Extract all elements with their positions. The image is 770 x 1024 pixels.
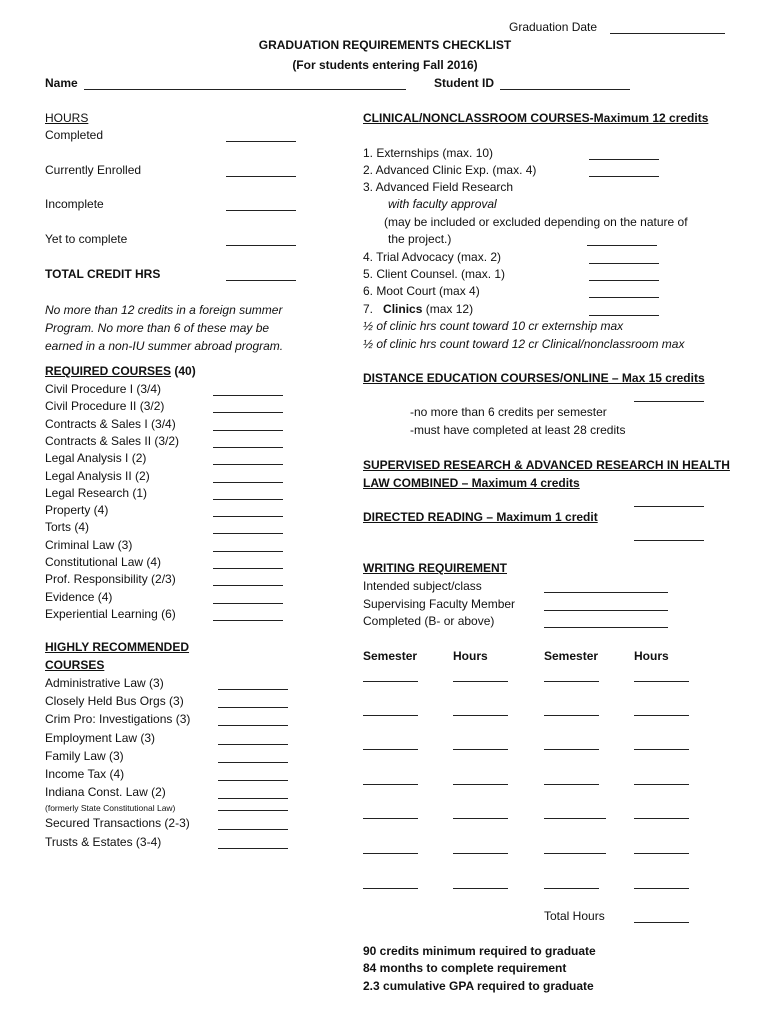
hours-field[interactable] xyxy=(634,749,689,750)
total-credit-label: TOTAL CREDIT HRS xyxy=(45,267,161,281)
hours-field[interactable] xyxy=(634,715,689,716)
total-hours-label: Total Hours xyxy=(544,909,605,923)
hours-enrolled-field[interactable] xyxy=(226,176,296,177)
clinical-item-6: 6. Moot Court (max 4) xyxy=(363,284,480,298)
required-course-field[interactable] xyxy=(213,620,283,621)
hours-field[interactable] xyxy=(453,681,508,682)
name-label: Name xyxy=(45,76,78,90)
recommended-course-field[interactable] xyxy=(218,848,288,849)
semester-field[interactable] xyxy=(363,715,418,716)
semester-col-3: Semester xyxy=(544,649,599,663)
recommended-course-field[interactable] xyxy=(218,707,288,708)
required-course-field[interactable] xyxy=(213,482,283,483)
semester-field[interactable] xyxy=(544,888,599,889)
student-id-field[interactable] xyxy=(500,89,630,90)
required-course: Legal Analysis I (2) xyxy=(45,451,147,466)
required-course-field[interactable] xyxy=(213,412,283,413)
requirement-credits: 90 credits minimum required to graduate xyxy=(363,944,596,958)
clinical-item-2: 2. Advanced Clinic Exp. (max. 4) xyxy=(363,163,537,177)
required-course-field[interactable] xyxy=(213,447,283,448)
required-course-field[interactable] xyxy=(213,464,283,465)
required-courses-count: (40) xyxy=(174,364,196,378)
hours-yet-field[interactable] xyxy=(226,245,296,246)
foreign-summer-note: No more than 12 credits in a foreign summer Program. No more than 6 of these may be earned in a non-IU summer abroad program. xyxy=(45,303,284,353)
writing-row-faculty: Supervising Faculty Member xyxy=(363,597,516,611)
clinical-note-1: ½ of clinic hrs count toward 10 cr externship max xyxy=(363,319,624,333)
hours-field[interactable] xyxy=(634,853,689,854)
required-course: Criminal Law (3) xyxy=(45,537,133,552)
total-hours-field[interactable] xyxy=(634,922,689,923)
required-course: Prof. Responsibility (2/3) xyxy=(45,572,176,587)
clinical-field-3[interactable] xyxy=(587,245,657,246)
semester-field[interactable] xyxy=(544,853,606,854)
required-course-field[interactable] xyxy=(213,568,283,569)
hours-field[interactable] xyxy=(453,715,508,716)
clinical-item-7-rest: (max 12) xyxy=(425,302,474,316)
recommended-course-field[interactable] xyxy=(218,780,288,781)
clinical-field-4[interactable] xyxy=(589,263,659,264)
clinical-item-3-sub1: with faculty approval xyxy=(388,197,497,211)
required-course: Contracts & Sales I (3/4) xyxy=(45,416,176,431)
recommended-course: Administrative Law (3) xyxy=(45,676,164,690)
required-course: Constitutional Law (4) xyxy=(45,555,162,569)
research-heading-2: LAW COMBINED – Maximum 4 credits xyxy=(363,476,580,490)
semester-field[interactable] xyxy=(363,888,418,889)
clinical-item-7-num: 7. xyxy=(363,302,374,316)
required-course-field[interactable] xyxy=(213,603,283,604)
hours-row-completed: Completed xyxy=(45,128,104,142)
hours-field[interactable] xyxy=(634,784,689,785)
clinical-field-6[interactable] xyxy=(589,297,659,298)
requirement-gpa: 2.3 cumulative GPA required to graduate xyxy=(363,979,594,993)
required-course-field[interactable] xyxy=(213,551,283,552)
clinical-note-2: ½ of clinic hrs count toward 12 cr Clinical/nonclassroom max xyxy=(363,337,685,351)
required-course: Contracts & Sales II (3/2) xyxy=(45,433,180,448)
clinical-field-7[interactable] xyxy=(589,315,659,316)
required-course-field[interactable] xyxy=(213,516,283,517)
research-field[interactable] xyxy=(634,506,704,507)
semester-field[interactable] xyxy=(544,681,599,682)
distance-rule-2: -must have completed at least 28 credits xyxy=(410,423,626,437)
required-course: Legal Analysis II (2) xyxy=(45,468,150,483)
required-courses-heading xyxy=(45,363,196,380)
distance-rule-1: -no more than 6 credits per semester xyxy=(410,405,607,419)
recommended-course: Crim Pro: Investigations (3) xyxy=(45,712,191,727)
hours-field[interactable] xyxy=(453,853,508,854)
student-id-label: Student ID xyxy=(434,76,494,90)
hours-heading: HOURS xyxy=(45,111,89,125)
required-course: Property (4) xyxy=(45,503,109,518)
recommended-course: Indiana Const. Law (2) xyxy=(45,785,166,800)
hours-row-incomplete: Incomplete xyxy=(45,197,104,211)
semester-field[interactable] xyxy=(544,784,599,785)
total-credit-field[interactable] xyxy=(226,280,296,281)
recommended-course-field[interactable] xyxy=(218,744,288,745)
clinical-heading: CLINICAL/NONCLASSROOM COURSES-Maximum 12 credits xyxy=(363,111,709,125)
clinical-item-3-sub3: the project.) xyxy=(388,232,452,246)
semester-field[interactable] xyxy=(363,818,418,819)
page-subtitle: (For students entering Fall 2016) xyxy=(292,58,478,72)
clinical-item-3-sub2: (may be included or excluded depending on the nature of xyxy=(384,215,688,229)
hours-field[interactable] xyxy=(634,681,689,682)
recommended-course: Employment Law (3) xyxy=(45,730,156,745)
hours-field[interactable] xyxy=(453,784,508,785)
recommended-course-field[interactable] xyxy=(218,725,288,726)
semester-field[interactable] xyxy=(363,853,418,854)
research-heading-1: SUPERVISED RESEARCH & ADVANCED RESEARCH IN HEALTH xyxy=(363,458,730,472)
hours-field[interactable] xyxy=(634,818,689,819)
recommended-heading-1: HIGHLY RECOMMENDED xyxy=(45,640,190,654)
recommended-course-field[interactable] xyxy=(218,798,288,799)
required-course-field[interactable] xyxy=(213,430,283,431)
clinical-item-7-bold: Clinics xyxy=(383,302,423,316)
recommended-field-7b[interactable] xyxy=(218,810,288,811)
clinical-field-5[interactable] xyxy=(589,280,659,281)
recommended-course: Family Law (3) xyxy=(45,748,124,763)
required-course: Legal Research (1) xyxy=(45,485,148,500)
hours-row-yet: Yet to complete xyxy=(45,232,128,246)
required-course-field[interactable] xyxy=(213,533,283,534)
recommended-course: Trusts & Estates (3-4) xyxy=(45,835,162,849)
hours-field[interactable] xyxy=(453,749,508,750)
name-field[interactable] xyxy=(84,89,406,90)
recommended-course-field[interactable] xyxy=(218,762,288,763)
writing-completed-field[interactable] xyxy=(544,627,668,628)
semester-field[interactable] xyxy=(363,681,418,682)
writing-row-completed: Completed (B- or above) xyxy=(363,614,495,628)
hours-incomplete-field[interactable] xyxy=(226,210,296,211)
required-course-field[interactable] xyxy=(213,499,283,500)
semester-field[interactable] xyxy=(363,749,418,750)
requirement-months: 84 months to complete requirement xyxy=(363,961,567,975)
required-course: Evidence (4) xyxy=(45,589,113,604)
hours-col-4: Hours xyxy=(634,649,669,663)
required-courses-title: REQUIRED COURSES xyxy=(45,364,172,378)
semester-col-1: Semester xyxy=(363,649,418,663)
graduation-date-field[interactable] xyxy=(610,33,725,34)
directed-field[interactable] xyxy=(634,540,704,541)
hours-col-2: Hours xyxy=(453,649,488,663)
hours-field[interactable] xyxy=(453,818,508,819)
semester-field[interactable] xyxy=(544,749,599,750)
writing-subject-field[interactable] xyxy=(544,592,668,593)
required-course-field[interactable] xyxy=(213,585,283,586)
writing-row-subject: Intended subject/class xyxy=(363,579,482,593)
required-course: Civil Procedure II (3/2) xyxy=(45,399,165,414)
recommended-course-field[interactable] xyxy=(218,689,288,690)
writing-heading: WRITING REQUIREMENT xyxy=(363,561,507,575)
hours-row-enrolled: Currently Enrolled xyxy=(45,163,142,177)
clinical-item-3: 3. Advanced Field Research xyxy=(363,180,514,194)
distance-field[interactable] xyxy=(634,401,704,402)
semester-field[interactable] xyxy=(544,818,606,819)
clinical-field-1[interactable] xyxy=(589,159,659,160)
required-course: Civil Procedure I (3/4) xyxy=(45,382,162,396)
required-course: Experiential Learning (6) xyxy=(45,606,176,621)
recommended-heading-2: COURSES xyxy=(45,658,105,672)
hours-field[interactable] xyxy=(634,888,689,889)
recommended-course: Income Tax (4) xyxy=(45,767,125,781)
clinical-item-4: 4. Trial Advocacy (max. 2) xyxy=(363,250,502,264)
recommended-course: Closely Held Bus Orgs (3) xyxy=(45,694,184,709)
graduation-date-label: Graduation Date xyxy=(509,20,598,34)
required-course: Torts (4) xyxy=(45,520,90,535)
recommended-course: Secured Transactions (2-3) xyxy=(45,816,190,830)
clinical-item-5: 5. Client Counsel. (max. 1) xyxy=(363,267,506,281)
hours-field[interactable] xyxy=(453,888,508,889)
semester-field[interactable] xyxy=(544,715,599,716)
directed-heading: DIRECTED READING – Maximum 1 credit xyxy=(363,510,598,524)
recommended-course-field[interactable] xyxy=(218,829,288,830)
clinical-field-2[interactable] xyxy=(589,176,659,177)
distance-heading: DISTANCE EDUCATION COURSES/ONLINE – Max 15 credits xyxy=(363,371,705,385)
recommended-note: (formerly State Constitutional Law) xyxy=(45,803,176,813)
clinical-item-1: 1. Externships (max. 10) xyxy=(363,146,494,160)
clinical-item-7 xyxy=(363,301,473,318)
hours-completed-field[interactable] xyxy=(226,141,296,142)
required-course-field[interactable] xyxy=(213,395,283,396)
semester-field[interactable] xyxy=(363,784,418,785)
page-title: GRADUATION REQUIREMENTS CHECKLIST xyxy=(258,38,512,52)
writing-faculty-field[interactable] xyxy=(544,610,668,611)
